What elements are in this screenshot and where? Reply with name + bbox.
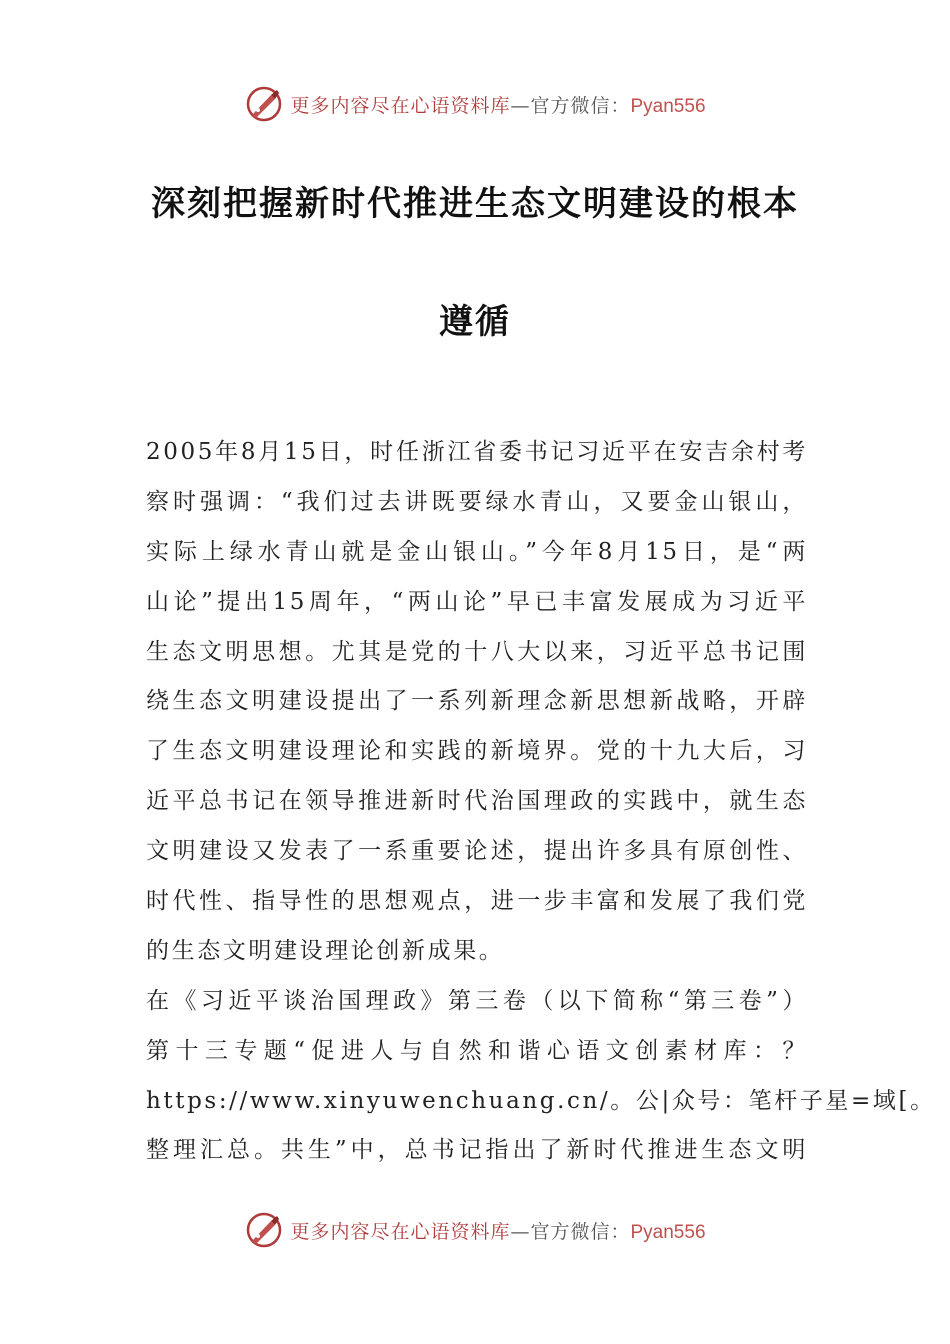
body-line: 了生态文明建设理论和实践的新境界。党的十九大后，习 [146,738,808,765]
body-line: 察时强调：“我们过去讲既要绿水青山，又要金山银山， [146,488,808,515]
pen-nib-logo-icon [244,84,284,124]
body-line: 绕生态文明建设提出了一系列新理念新思想新战略，开辟 [146,688,808,715]
document-title-line-2: 遵循 [439,302,511,342]
body-line: 实际上绿水青山就是金山银山。”今年8月15日，是“两 [146,538,808,565]
body-paragraphs [146,428,936,1176]
wechat-id: Pyan556 [630,1221,706,1243]
body-line: 的生态文明建设理论创新成果。 [146,937,505,964]
document-title-line-1: 深刻把握新时代推进生态文明建设的根本 [151,184,799,224]
body-line: 2005年8月15日，时任浙江省委书记习近平在安吉余村考 [146,439,808,465]
body-line: 第十三专题“促进人与自然和谐心语文创素材库：？ [146,1037,808,1064]
banner-text: 更多内容尽在心语资料库—官方微信：Pyan556 [290,94,706,117]
banner-text: 更多内容尽在心语资料库—官方微信：Pyan556 [290,1220,706,1243]
body-line: 生态文明思想。尤其是党的十八大以来，习近平总书记围 [146,638,808,665]
body-line: 文明建设又发表了一系重要论述，提出许多具有原创性、 [146,838,808,865]
body-line: 山论”提出15周年，“两山论”早已丰富发展成为习近平 [146,588,808,615]
body-line: 整理汇总。共生”中，总书记指出了新时代推进生态文明 [146,1137,808,1164]
body-line: 时代性、指导性的思想观点，进一步丰富和发展了我们党 [146,888,808,915]
pen-nib-logo-icon [244,1210,284,1250]
footer-banner [0,1210,950,1250]
body-line: 在《习近平谈治国理政》第三卷（以下简称“第三卷”） [146,987,808,1014]
wechat-id: Pyan556 [630,95,706,117]
body-line: 近平总书记在领导推进新时代治国理政的实践中，就生态 [146,788,808,815]
body-line-url: https://www.xinyuwenchuang.cn/。公|众号：笔杆子星=域[。 [146,1087,936,1114]
header-banner [0,84,950,124]
